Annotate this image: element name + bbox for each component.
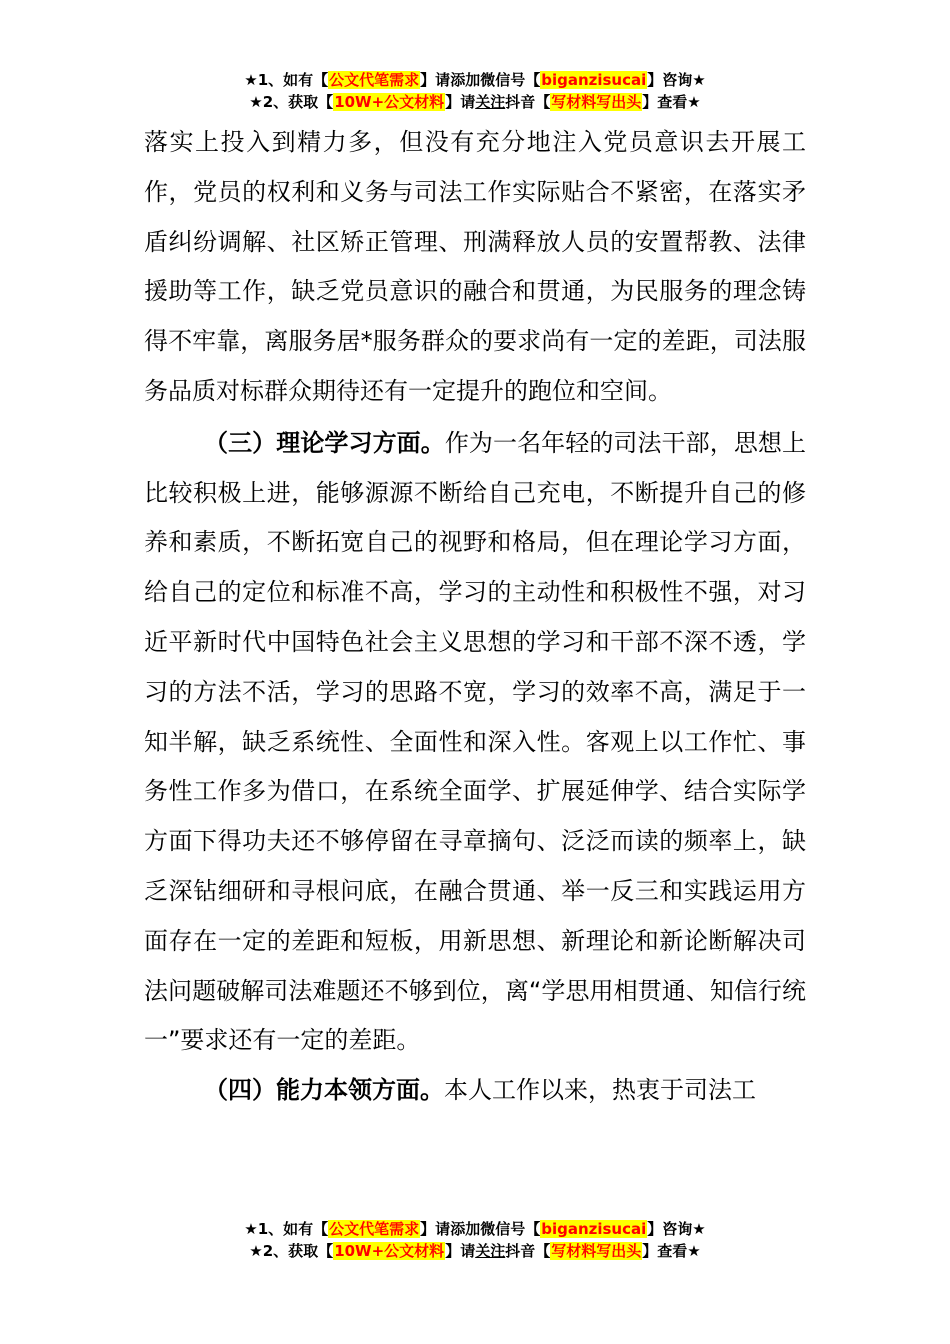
section-heading: （四）能力本领方面。 xyxy=(204,1076,444,1105)
notice-line-2: ★2、获取【10W+公文材料】请关注抖音【写材料写出头】查看★ xyxy=(249,93,701,111)
section-heading: （三）理论学习方面。 xyxy=(204,428,445,457)
highlight-service: 公文代笔需求 xyxy=(329,71,420,89)
header-notice xyxy=(0,69,950,113)
highlight-service: 公文代笔需求 xyxy=(329,1220,420,1238)
notice-line-1: ★1、如有【公文代笔需求】请添加微信号【biganzisucai】咨询★ xyxy=(244,71,706,89)
paragraph-ability: （四）能力本领方面。本人工作以来，热衷于司法工 xyxy=(204,1076,756,1105)
highlight-douyin-account: 写材料写出头 xyxy=(551,93,642,111)
document-body xyxy=(144,118,806,1116)
highlight-materials: 10W+公文材料 xyxy=(334,93,445,111)
paragraph-continuation: 落实上投入到精力多，但没有充分地注入党员意识去开展工作，党员的权利和义务与司法工作实际贴合不紧密，在落实矛盾纠纷调解、社区矫正管理、刑满释放人员的安置帮教、法律援助等工作，缺乏党员意识的融合和贯通，为民服务的理念铸得不牢靠，离服务居*服务群众的要求尚有一定的差距，司法服务品质对标群众期待还有一定提升的跑位和空间。 xyxy=(144,128,806,405)
notice-line-2: ★2、获取【10W+公文材料】请关注抖音【写材料写出头】查看★ xyxy=(249,1242,701,1260)
highlight-wechat-id: biganzisucai xyxy=(541,71,647,89)
footer-notice xyxy=(0,1218,950,1262)
highlight-materials: 10W+公文材料 xyxy=(334,1242,445,1260)
highlight-wechat-id: biganzisucai xyxy=(541,1220,647,1238)
paragraph-theory-study: （三）理论学习方面。作为一名年轻的司法干部，思想上比较积极上进，能够源源不断给自己充电，不断提升自己的修养和素质，不断拓宽自己的视野和格局，但在理论学习方面，给自己的定位和标准不高，学习的主动性和积极性不强，对习近平新时代中国特色社会主义思想的学习和干部不深不透，学习的方法不活，学习的思路不宽，学习的效率不高，满足于一知半解，缺乏系统性、全面性和深入性。客观上以工作忙、事务性工作多为借口，在系统全面学、扩展延伸学、结合实际学方面下得功夫还不够停留在寻章摘句、泛泛而读的频率上，缺乏深钻细研和寻根问底，在融合贯通、举一反三和实践运用方面存在一定的差距和短板，用新思想、新理论和新论断解决司法问题破解司法难题还不够到位，离“学思用相贯通、知信行统一”要求还有一定的差距。 xyxy=(144,428,807,1055)
notice-line-1: ★1、如有【公文代笔需求】请添加微信号【biganzisucai】咨询★ xyxy=(244,1220,706,1238)
highlight-douyin-account: 写材料写出头 xyxy=(551,1242,642,1260)
